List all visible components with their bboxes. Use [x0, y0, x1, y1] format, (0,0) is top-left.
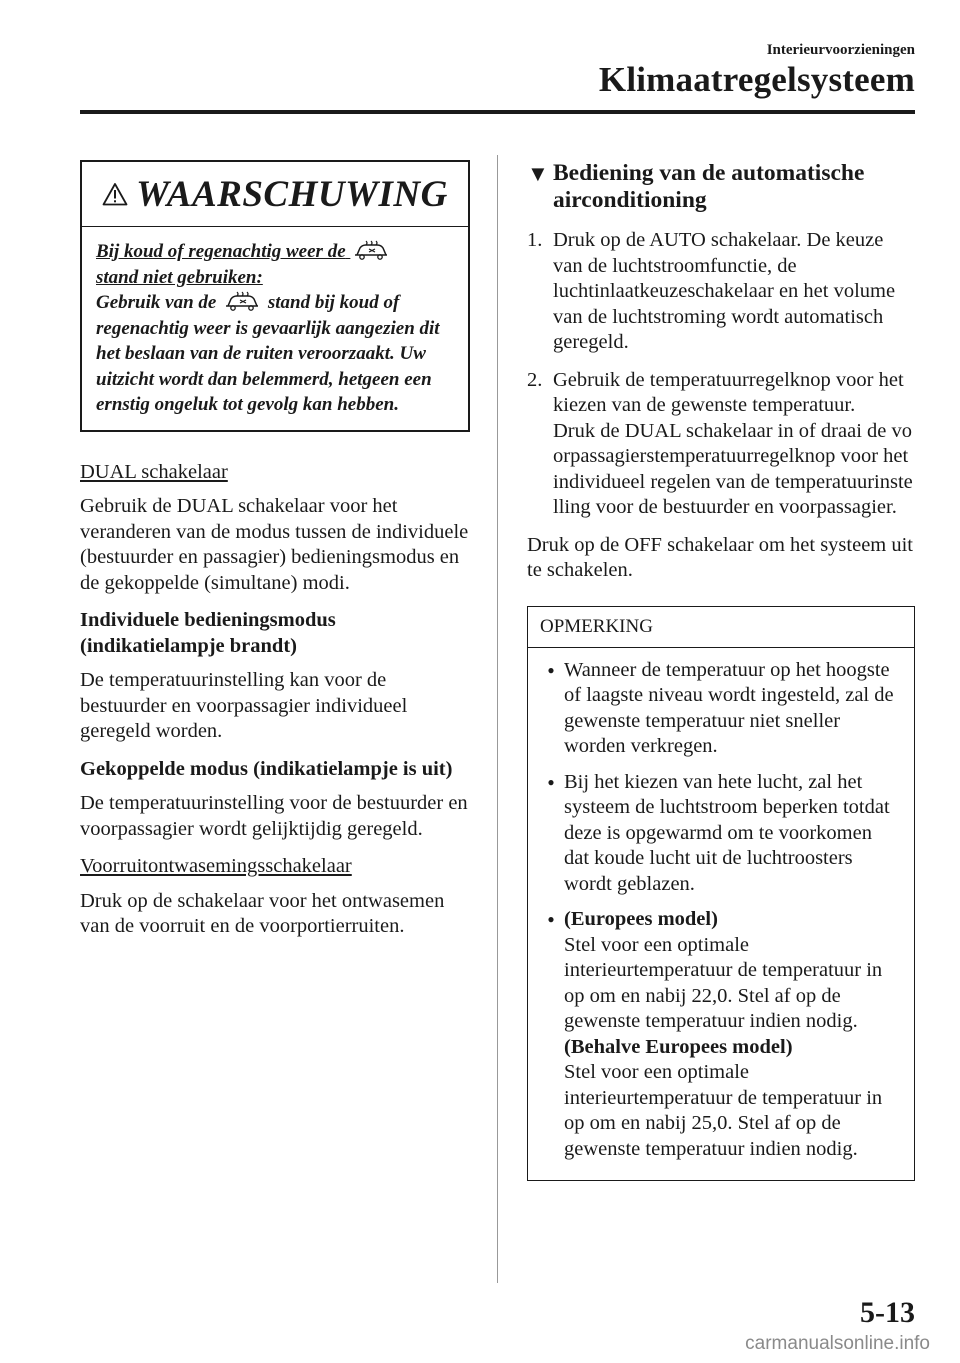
- note-text: [564, 907, 902, 1162]
- step-number: 1.: [527, 229, 543, 251]
- step-text: [553, 368, 915, 521]
- right-column: [527, 160, 915, 1181]
- left-column: [80, 160, 470, 940]
- warning-header: [82, 162, 468, 227]
- note-subtext: Stel voor een optimale interieurtemperatuur de temperatuur in op om en nabij 25,0. Stel af op de gewenste temperatuur indien nodig.: [564, 1061, 883, 1160]
- linked-text: De temperatuurinstelling voor de bestuurder en voorpassagier wordt gelijktijdig geregeld.: [80, 792, 468, 840]
- dual-heading: DUAL schakelaar: [80, 460, 228, 483]
- watermark: carmanualsonline.info: [745, 1333, 930, 1354]
- note-item: [538, 658, 902, 760]
- bullet-icon: ●: [547, 774, 555, 789]
- dual-text: Gebruik de DUAL schakelaar voor het veranderen van de modus tussen de individuele (bestuurder en passagier) bedieningsmodus en de gekoppelde (simultane) modi.: [80, 495, 469, 594]
- column-divider: [497, 155, 498, 1283]
- individual-heading: Individuele bedieningsmodus (indikatielampje brandt): [80, 609, 336, 657]
- linked-heading: Gekoppelde modus (indikatielampje is uit): [80, 757, 453, 780]
- warning-title: WAARSCHUWING: [136, 173, 448, 215]
- step-number: 2.: [527, 368, 543, 391]
- header-section: Interieurvoorzieningen: [766, 42, 915, 58]
- warning-line-3b: stand bij koud of: [267, 292, 400, 313]
- step-item: [527, 368, 915, 521]
- note-heading: OPMERKING: [528, 607, 914, 648]
- header-rule: [80, 110, 915, 114]
- car-vent-icon: [223, 290, 261, 312]
- note-text: Bij het kiezen van hete lucht, zal het systeem de luchtstroom beperken totdat deze is opgewarmd om te voorkomen dat koude lucht uit de luchtroosters wordt geblazen.: [564, 770, 890, 895]
- note-subtext: Stel voor een optimale interieurtemperatuur de temperatuur in op om en nabij 22,0. Stel af op de gewenste temperatuur indien nodig.: [564, 933, 883, 1032]
- page-number: 5-13: [860, 1296, 915, 1329]
- off-text: Druk op de OFF schakelaar om het systeem uit te schakelen.: [527, 533, 914, 581]
- note-subheading: (Europees model): [564, 908, 718, 930]
- note-list: [528, 648, 914, 1181]
- step-text: Druk op de AUTO schakelaar. De keuze van de luchtstroomfunctie, de luchtinlaatkeuzeschakelaar en het volume van de luchtstroming wordt automatisch geregeld.: [553, 229, 896, 353]
- warning-line-2: stand niet gebruiken:: [96, 266, 263, 288]
- warning-line-3a: Gebruik van de: [96, 292, 217, 313]
- car-vent-icon: [352, 239, 390, 261]
- note-text: Wanneer de temperatuur op het hoogste of laagste niveau wordt ingesteld, zal de gewenste temperatuur niet sneller worden verkregen.: [564, 658, 894, 757]
- step-text-part-1: Gebruik de temperatuurregelknop voor het kiezen van de gewenste temperatuur.: [553, 368, 904, 416]
- bullet-icon: ●: [547, 662, 555, 677]
- defrost-heading: Voorruitontwasemingsschakelaar: [80, 855, 352, 877]
- step-text-part-2: Druk de DUAL schakelaar in of draai de voorpassagierstemperatuurregelknop voor het individueel regelen van de temperatuurinstelling voor de bestuurder en voorpassagier.: [553, 419, 913, 518]
- warning-triangle-icon: [102, 182, 128, 206]
- bullet-icon: ●: [547, 912, 555, 926]
- note-subheading: (Behalve Europees model): [564, 1035, 793, 1058]
- page-title: Klimaatregelsysteem: [598, 60, 915, 99]
- warning-body: [82, 239, 468, 418]
- note-box: [527, 606, 915, 1182]
- individual-text: De temperatuurinstelling kan voor de bestuurder en voorpassagier individueel geregeld worden.: [80, 669, 408, 742]
- warning-box: [80, 160, 470, 432]
- note-item: [538, 907, 902, 1162]
- section-heading: [527, 160, 915, 214]
- section-heading-text: Bediening van de automatische airconditioning: [553, 160, 865, 213]
- down-triangle-icon: ▼: [527, 161, 549, 186]
- warning-rest: regenachtig weer is gevaarlijk aangezien dit het beslaan van de ruiten veroorzaakt. Uw uitzicht wordt dan belemmerd, hetgeen een ernstig ongeluk tot gevolg kan hebben.: [96, 317, 440, 415]
- steps-list: [527, 228, 915, 521]
- step-item: [527, 228, 915, 356]
- defrost-text: Druk op de schakelaar voor het ontwasemen van de voorruit en de voorportierruiten.: [80, 889, 445, 937]
- note-item: [538, 770, 902, 898]
- warning-line-1: Bij koud of regenachtig weer de: [96, 241, 346, 262]
